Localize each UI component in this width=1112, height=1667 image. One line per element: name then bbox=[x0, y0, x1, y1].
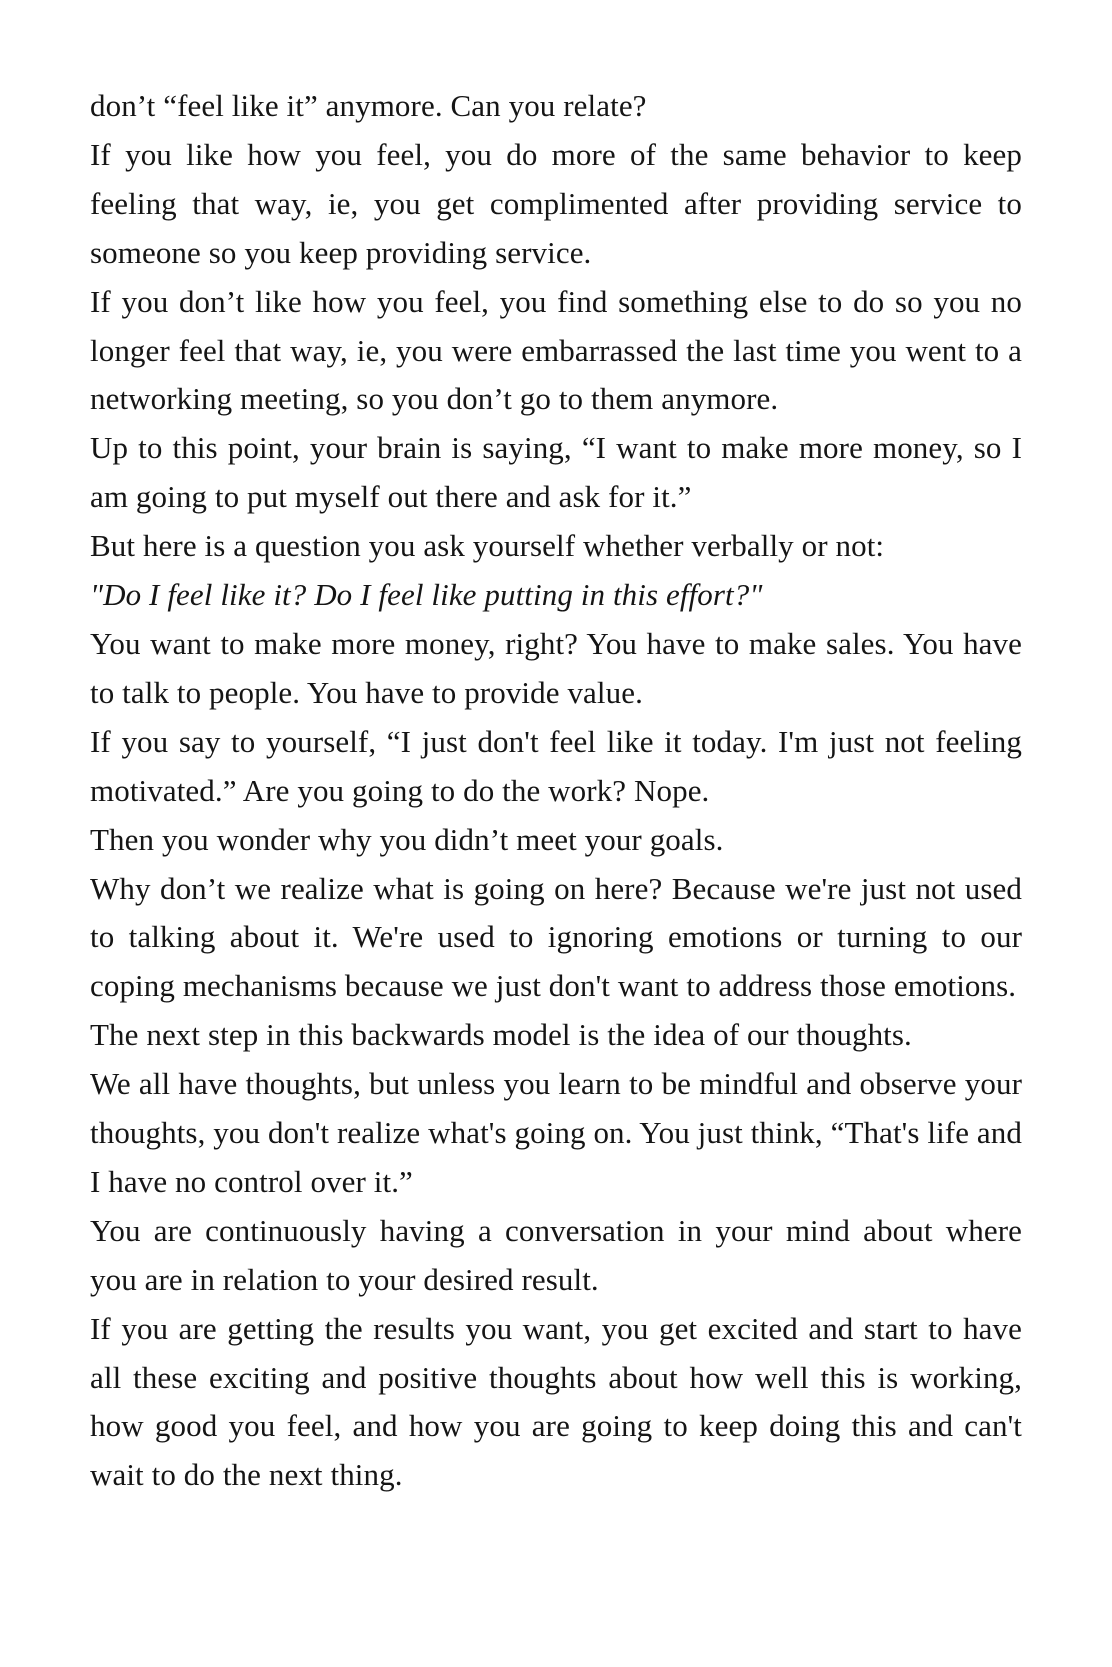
paragraph: Why don’t we realize what is going on here? Because we're just not used to talking about it. We're used to ignoring emotions or turning to our coping mechanisms because we just don't want to address those emotions. bbox=[90, 870, 1022, 1004]
paragraph: If you are getting the results you want, you get excited and start to have all these exciting and positive thoughts about how well this is working, how good you feel, and how you are going to keep doing this and can't wait to do the next thing. bbox=[90, 1310, 1022, 1493]
paragraph: But here is a question you ask yourself whether verbally or not: bbox=[90, 528, 885, 564]
paragraph: You are continuously having a conversation in your mind about where you are in relation to your desired result. bbox=[90, 1212, 1022, 1297]
paragraph: You want to make more money, right? You have to make sales. You have to talk to people. You have to provide value. bbox=[90, 625, 1022, 710]
paragraph: Up to this point, your brain is saying, “I want to make more money, so I am going to put myself out there and ask for it.” bbox=[90, 430, 1022, 515]
paragraph: If you like how you feel, you do more of the same behavior to keep feeling that way, ie, you get complimented after providing service to someone so you keep providing service. bbox=[90, 136, 1022, 270]
italic-quote-paragraph: "Do I feel like it? Do I feel like putting in this effort?" bbox=[90, 577, 763, 613]
paragraph: don’t “feel like it” anymore. Can you relate? bbox=[90, 88, 647, 123]
paragraph: If you say to yourself, “I just don't feel like it today. I'm just not feeling motivated.” Are you going to do the work? Nope. bbox=[90, 723, 1022, 808]
paragraph: The next step in this backwards model is the idea of our thoughts. bbox=[90, 1017, 912, 1053]
paragraph: Then you wonder why you didn’t meet your goals. bbox=[90, 821, 724, 857]
paragraph: We all have thoughts, but unless you learn to be mindful and observe your thoughts, you don't realize what's going on. You just think, “That's life and I have no control over it.” bbox=[90, 1066, 1022, 1199]
paragraph: If you don’t like how you feel, you find something else to do so you no longer feel that way, ie, you were embarrassed the last time you went to a networking meeting, so you don’t go to them anymore. bbox=[90, 283, 1022, 417]
